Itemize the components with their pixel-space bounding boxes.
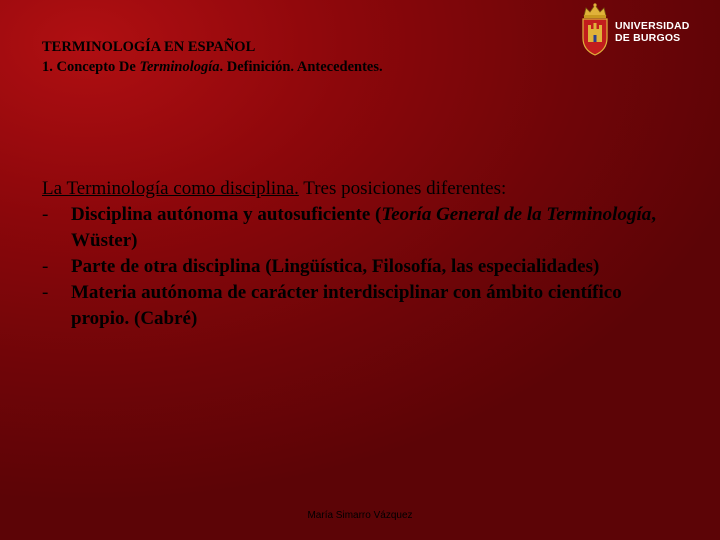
list-item-text: [71, 204, 656, 251]
slide-body: [42, 176, 682, 332]
logo-wordmark: [615, 20, 690, 44]
intro-rest: Tres posiciones diferentes:: [298, 178, 507, 199]
list-item: [42, 280, 682, 332]
list-item: [42, 202, 682, 254]
header-subtitle: [42, 57, 383, 77]
intro-line: [42, 176, 682, 202]
logo-line2: DE BURGOS: [615, 32, 681, 44]
list-item-text-a: Materia autónoma de carácter interdisciplinar con ámbito científico propio. (Cabré): [71, 282, 622, 329]
university-logo: [578, 2, 700, 60]
bullet-dash: -: [42, 204, 49, 225]
university-crest-icon: [578, 2, 612, 60]
logo-line1: UNIVERSIDAD: [615, 20, 690, 32]
positions-list: [42, 202, 682, 332]
slide-footer-author: María Simarro Vázquez: [307, 510, 413, 521]
list-item-text-a: Disciplina autónoma y autosuficiente (: [71, 204, 382, 225]
header-subtitle-suffix: . Definición. Antecedentes.: [219, 59, 383, 75]
header-title: TERMINOLOGÍA EN ESPAÑOL: [42, 39, 256, 55]
bullet-dash: -: [42, 256, 49, 277]
list-item-text: [71, 256, 599, 277]
list-item-text-b: , Wüster): [71, 204, 656, 251]
header-subtitle-italic: Terminología: [139, 59, 220, 75]
bullet-dash: -: [42, 282, 49, 303]
slide-header: [42, 37, 383, 77]
intro-underlined: La Terminología como disciplina.: [42, 178, 299, 199]
list-item-text-italic: Teoría General de la Terminología: [381, 204, 652, 225]
list-item: [42, 254, 682, 280]
list-item-text: [71, 282, 622, 329]
header-subtitle-prefix: 1. Concepto De: [42, 59, 140, 75]
list-item-text-a: Parte de otra disciplina (Lingüística, Filosofía, las especialidades): [71, 256, 600, 277]
